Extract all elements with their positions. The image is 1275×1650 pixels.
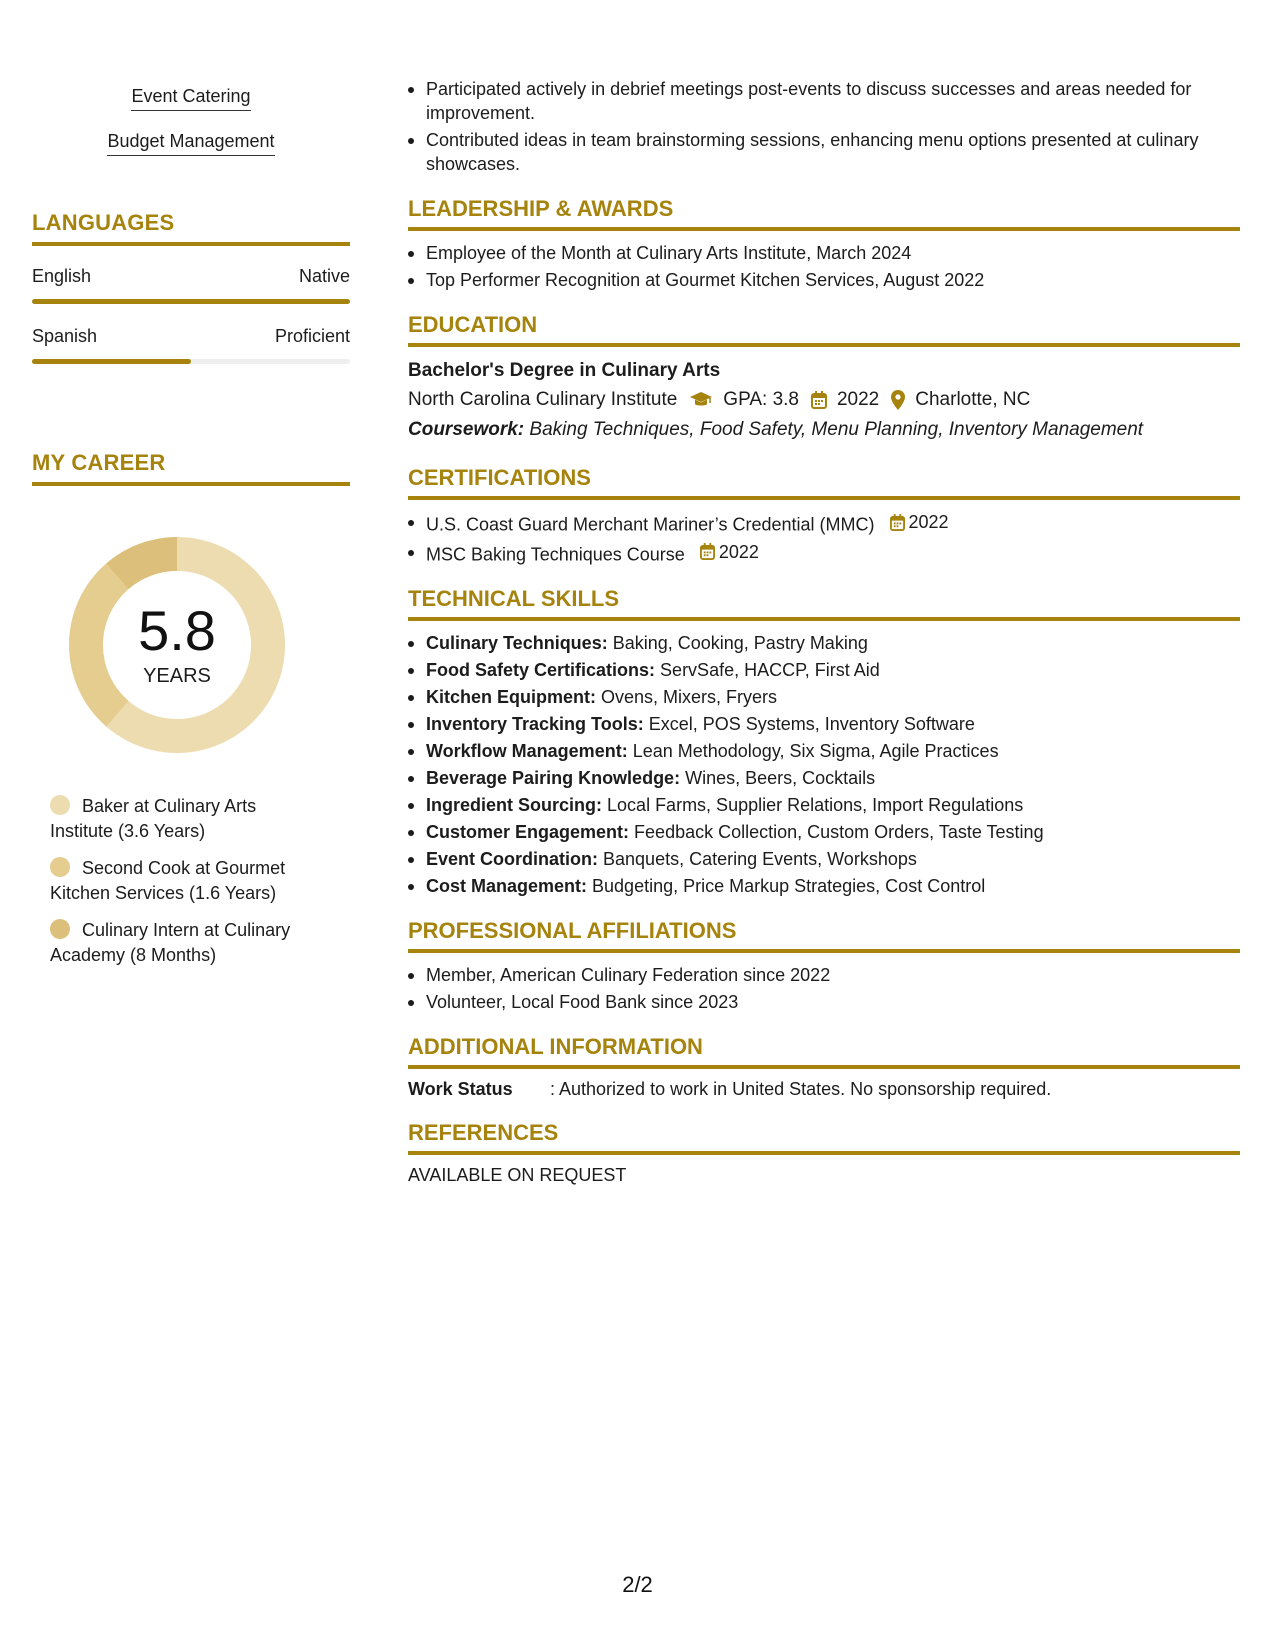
- affiliation-item: Volunteer, Local Food Bank since 2023: [426, 990, 1240, 1014]
- skill-label: Customer Engagement:: [426, 822, 630, 842]
- certification-item: [426, 510, 1240, 537]
- skill-label: Workflow Management:: [426, 741, 628, 761]
- language-bar: [32, 299, 350, 304]
- technical-skill-item: [426, 793, 1240, 817]
- experience-bullet: Participated actively in debrief meetings post-events to discuss successes and areas needed for improvement.: [426, 77, 1240, 125]
- legend-dot-icon: [50, 795, 70, 815]
- technical-skill-item: [426, 658, 1240, 682]
- technical-skill-item: [426, 874, 1240, 898]
- affiliation-item: Member, American Culinary Federation since 2022: [426, 963, 1240, 987]
- career-legend-item: [50, 794, 310, 844]
- skill-value: Banquets, Catering Events, Workshops: [603, 849, 917, 869]
- skill-tags: [32, 84, 350, 174]
- career-section: [32, 450, 350, 980]
- references-text: AVAILABLE ON REQUEST: [408, 1165, 627, 1185]
- technical-skill-item: [426, 820, 1240, 844]
- career-heading: MY CAREER: [32, 450, 350, 486]
- skill-label: Culinary Techniques:: [426, 633, 608, 653]
- references-section: [408, 1120, 1240, 1186]
- technical-skills-section: [408, 586, 1240, 898]
- career-donut: [62, 530, 292, 760]
- work-status-label: Work Status: [408, 1079, 513, 1099]
- work-status-row: [408, 1079, 1240, 1100]
- technical-skill-item: [426, 685, 1240, 709]
- career-legend-label: Baker at Culinary Arts Institute (3.6 Years): [50, 796, 257, 841]
- skill-value: Wines, Beers, Cocktails: [685, 768, 876, 788]
- calendar-icon: [811, 391, 827, 409]
- skill-label: Food Safety Certifications:: [426, 660, 656, 680]
- education-location: Charlotte, NC: [915, 389, 1031, 410]
- skill-value: Feedback Collection, Custom Orders, Taste Testing: [634, 822, 1044, 842]
- language-name: Spanish: [32, 326, 98, 346]
- language-level: Proficient: [274, 326, 350, 346]
- education-gpa: GPA: 3.8: [723, 389, 799, 410]
- technical-skill-item: [426, 712, 1240, 736]
- technical-skill-item: [426, 739, 1240, 763]
- skill-tag: Event Catering: [131, 84, 250, 111]
- affiliations-section: [408, 918, 1240, 1014]
- languages-heading: LANGUAGES: [32, 210, 350, 246]
- language-bar-fill: [32, 359, 191, 364]
- career-legend: [32, 794, 350, 968]
- education-section: [408, 312, 1240, 445]
- page-number: 2/2: [622, 1572, 653, 1597]
- skill-label: Kitchen Equipment:: [426, 687, 596, 707]
- additional-info-heading: ADDITIONAL INFORMATION: [408, 1034, 1240, 1069]
- skill-label: Inventory Tracking Tools:: [426, 714, 644, 734]
- award-item: Employee of the Month at Culinary Arts Institute, March 2024: [426, 241, 1240, 265]
- education-heading: EDUCATION: [408, 312, 1240, 347]
- graduation-cap-icon: [689, 391, 713, 409]
- additional-info-section: [408, 1034, 1240, 1100]
- skill-value: Excel, POS Systems, Inventory Software: [648, 714, 975, 734]
- education-degree: Bachelor's Degree in Culinary Arts: [408, 360, 721, 381]
- certification-item: [426, 540, 1240, 567]
- affiliations-heading: PROFESSIONAL AFFILIATIONS: [408, 918, 1240, 953]
- language-level: Native: [298, 266, 350, 286]
- education-school: North Carolina Culinary Institute: [408, 389, 678, 410]
- language-name: English: [32, 266, 92, 286]
- career-legend-label: Culinary Intern at Culinary Academy (8 Months): [50, 920, 291, 965]
- skill-value: Ovens, Mixers, Fryers: [601, 687, 778, 707]
- certifications-section: [408, 465, 1240, 566]
- language-item: [32, 326, 350, 364]
- language-item: [32, 266, 350, 304]
- skill-value: Budgeting, Price Markup Strategies, Cost Control: [592, 876, 986, 896]
- career-total-unit: YEARS: [143, 664, 211, 687]
- language-bar: [32, 359, 350, 364]
- career-legend-label: Second Cook at Gourmet Kitchen Services (1.6 Years): [50, 858, 286, 903]
- language-bar-fill: [32, 299, 350, 304]
- location-pin-icon: [891, 390, 905, 410]
- coursework-list: Baking Techniques, Food Safety, Menu Planning, Inventory Management: [529, 419, 1144, 440]
- experience-bullet: Contributed ideas in team brainstorming sessions, enhancing menu options presented at culinary showcases.: [426, 128, 1240, 176]
- certification-name: U.S. Coast Guard Merchant Mariner’s Credential (MMC): [426, 514, 875, 535]
- skill-value: Local Farms, Supplier Relations, Import Regulations: [607, 795, 1024, 815]
- legend-dot-icon: [50, 919, 70, 939]
- education-year: 2022: [836, 389, 880, 410]
- skill-label: Event Coordination:: [426, 849, 598, 869]
- calendar-icon: [700, 543, 715, 560]
- experience-continued: [408, 77, 1240, 176]
- legend-dot-icon: [50, 857, 70, 877]
- work-status-value: : Authorized to work in United States. No sponsorship required.: [550, 1079, 1052, 1099]
- references-heading: REFERENCES: [408, 1120, 1240, 1155]
- technical-skill-item: [426, 847, 1240, 871]
- skill-value: Baking, Cooking, Pastry Making: [612, 633, 868, 653]
- main-content: [408, 0, 1240, 1186]
- skill-label: Beverage Pairing Knowledge:: [426, 768, 681, 788]
- skill-tag: Budget Management: [107, 129, 274, 156]
- career-legend-item: [50, 856, 310, 906]
- skill-value: Lean Methodology, Six Sigma, Agile Practices: [632, 741, 999, 761]
- education-meta: [408, 385, 1240, 415]
- certifications-heading: CERTIFICATIONS: [408, 465, 1240, 500]
- skill-label: Ingredient Sourcing:: [426, 795, 603, 815]
- skill-label: Cost Management:: [426, 876, 588, 896]
- skill-value: ServSafe, HACCP, First Aid: [660, 660, 880, 680]
- calendar-icon: [890, 514, 905, 531]
- technical-skill-item: [426, 766, 1240, 790]
- technical-skills-heading: TECHNICAL SKILLS: [408, 586, 1240, 621]
- awards-heading: LEADERSHIP & AWARDS: [408, 196, 1240, 231]
- technical-skill-item: [426, 631, 1240, 655]
- education-coursework: [408, 415, 1240, 445]
- certification-year: 2022: [908, 512, 949, 532]
- career-total-years: 5.8: [138, 598, 216, 662]
- career-legend-item: [50, 918, 310, 968]
- awards-section: [408, 196, 1240, 292]
- languages-section: [32, 210, 350, 364]
- certification-name: MSC Baking Techniques Course: [426, 544, 685, 564]
- certification-year: 2022: [718, 541, 759, 562]
- coursework-label: Coursework:: [408, 419, 525, 440]
- award-item: Top Performer Recognition at Gourmet Kitchen Services, August 2022: [426, 268, 1240, 292]
